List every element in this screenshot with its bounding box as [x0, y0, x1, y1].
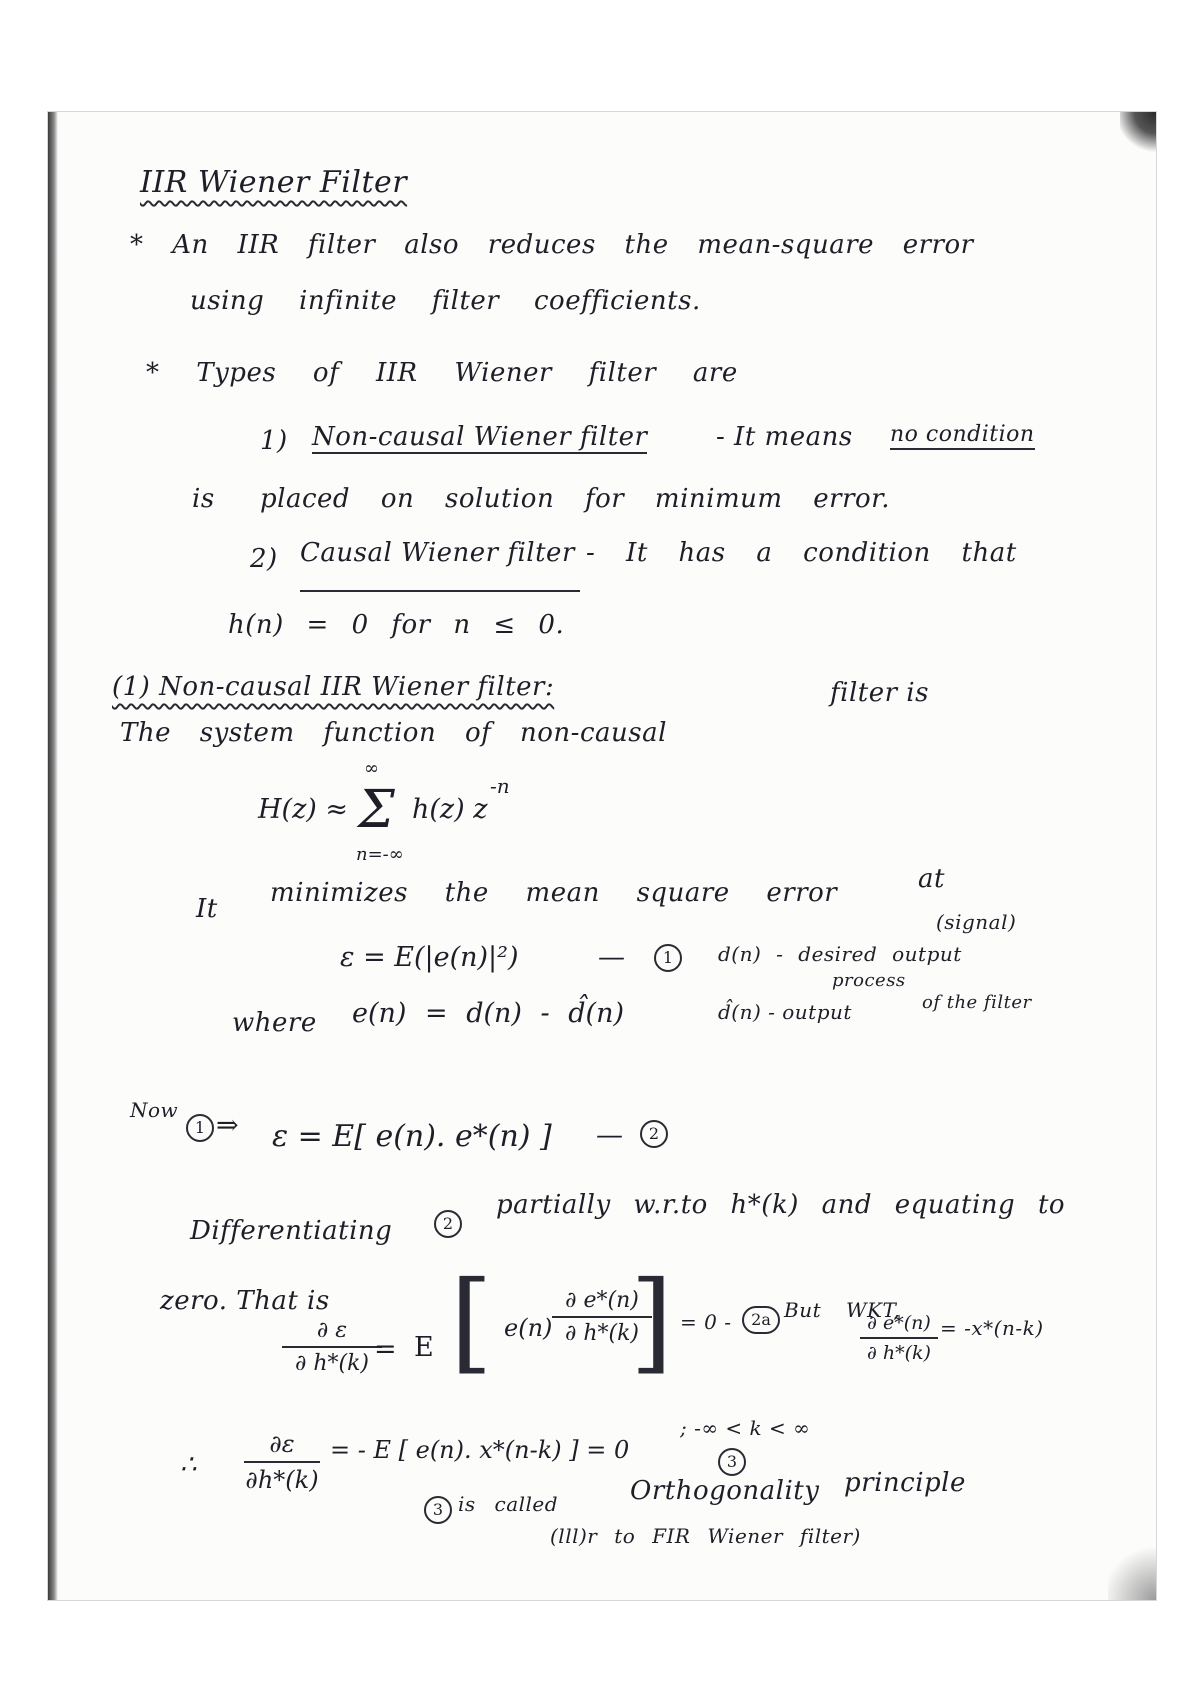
wkt-fraction: $\frac{\partial e*(n)}{\partial h*(k)}$: [860, 1312, 938, 1364]
sigma-symbol: Σ: [358, 780, 395, 840]
type-2-underline: [300, 590, 580, 592]
equation-1-dash: —: [598, 942, 625, 973]
error-definition: e(n) = d(n) - d̂(n): [352, 998, 624, 1029]
right-bracket: ]: [630, 1257, 673, 1385]
now-text: Now: [130, 1098, 179, 1122]
type-2-number: 2): [250, 544, 278, 574]
equation-2a-tag: 2a: [742, 1306, 780, 1334]
left-bracket: [: [450, 1257, 493, 1385]
filter-is-text: filter is: [830, 678, 929, 708]
therefore-symbol: ∴: [180, 1450, 198, 1480]
note-filter-output: d̂(n) - output: [718, 1000, 852, 1024]
minimizes-text: minimizes the mean square error: [270, 878, 838, 908]
orthogonality-word: Orthogonality: [630, 1476, 820, 1506]
page-corner-fold: [1108, 1540, 1156, 1600]
page-corner-shadow: [1120, 112, 1156, 152]
k-range: ; -∞ < k < ∞: [680, 1416, 811, 1440]
ortho-tag: 3: [424, 1496, 452, 1524]
note-process: process: [832, 970, 906, 991]
equals-sign: =: [374, 1334, 397, 1365]
section-heading: (1) Non-causal IIR Wiener filter:: [112, 672, 555, 702]
notebook-page: [48, 112, 1156, 1600]
equation-2-tag: 2: [640, 1120, 668, 1148]
is-called-text: is called: [458, 1492, 559, 1516]
differentiating-continued: partially w.r.to h*(k) and equating to: [496, 1190, 1066, 1220]
sum-term: h(z) z: [412, 794, 488, 825]
note-desired-output: d(n) - desired output: [718, 942, 962, 966]
type-2-name: Causal Wiener filter: [300, 538, 575, 568]
type-1-number: 1): [260, 426, 288, 456]
result-fraction: $\frac{\partial\varepsilon}{\partial h*(k)}$: [245, 1430, 319, 1494]
type-1-name: Non-causal Wiener filter: [312, 422, 648, 452]
differentiating-text: Differentiating: [190, 1216, 393, 1246]
but-wkt: But WKT,: [784, 1298, 901, 1322]
equation-1-tag: 1: [654, 944, 682, 972]
expectation-E: E: [414, 1332, 434, 1363]
page-title: IIR Wiener Filter: [140, 165, 408, 200]
wkt-result: = -x*(n-k): [940, 1316, 1044, 1340]
bullet-1-continued: using infinite filter coefficients.: [190, 286, 701, 316]
orthogonality-equation: = - E [ e(n). x*(n-k) ] = 0: [330, 1436, 630, 1464]
now-tag: 1: [186, 1114, 214, 1142]
rhs-error: e(n): [504, 1314, 553, 1342]
principle-word: principle: [844, 1468, 966, 1498]
type-2-condition: h(n) = 0 for n ≤ 0.: [228, 610, 565, 640]
sum-exponent: -n: [490, 774, 510, 798]
implies-arrow: ⇒: [216, 1110, 239, 1141]
bullet-2: * Types of IIR Wiener filter are: [146, 358, 738, 388]
zero-that-is: zero. That is: [160, 1286, 330, 1316]
where-text: where: [232, 1008, 317, 1038]
type-1-condition: no condition: [890, 424, 1035, 450]
differentiating-tag: 2: [434, 1210, 462, 1238]
it-text: It: [196, 894, 218, 924]
type-1-desc: - It means: [716, 422, 853, 452]
similar-to-fir: (lll)r to FIR Wiener filter): [550, 1524, 861, 1548]
type-1-is: is: [192, 484, 215, 514]
at-text: at: [918, 864, 945, 894]
type-2-desc: - It has a condition that: [586, 538, 1017, 568]
equation-3-tag: 3: [718, 1448, 746, 1476]
equation-2-dash: —: [596, 1120, 623, 1151]
note-of-filter: of the filter: [922, 992, 1032, 1013]
de-star-fraction: $\frac{\partial e*(n)}{\partial h*(k)}$: [552, 1288, 652, 1346]
sum-lower-limit: n=-∞: [356, 844, 404, 865]
page-shadow-left: [48, 112, 58, 1600]
sum-upper-limit: ∞: [364, 758, 379, 779]
equation-2: ε = E[ e(n). e*(n) ]: [272, 1119, 552, 1154]
note-signal: (signal): [936, 910, 1017, 934]
d-epsilon-fraction: $\frac{\partial \varepsilon}{\partial h*(k)}$: [282, 1318, 382, 1376]
system-function-text: The system function of non-causal: [120, 718, 667, 748]
bullet-1: * An IIR filter also reduces the mean-square error: [130, 230, 974, 260]
type-1-continued: placed on solution for minimum error.: [260, 484, 891, 514]
equation-1: ε = E(|e(n)|²): [340, 942, 519, 973]
h-of-z: H(z) ≈: [258, 794, 349, 825]
equals-zero: = 0 -: [680, 1310, 732, 1334]
